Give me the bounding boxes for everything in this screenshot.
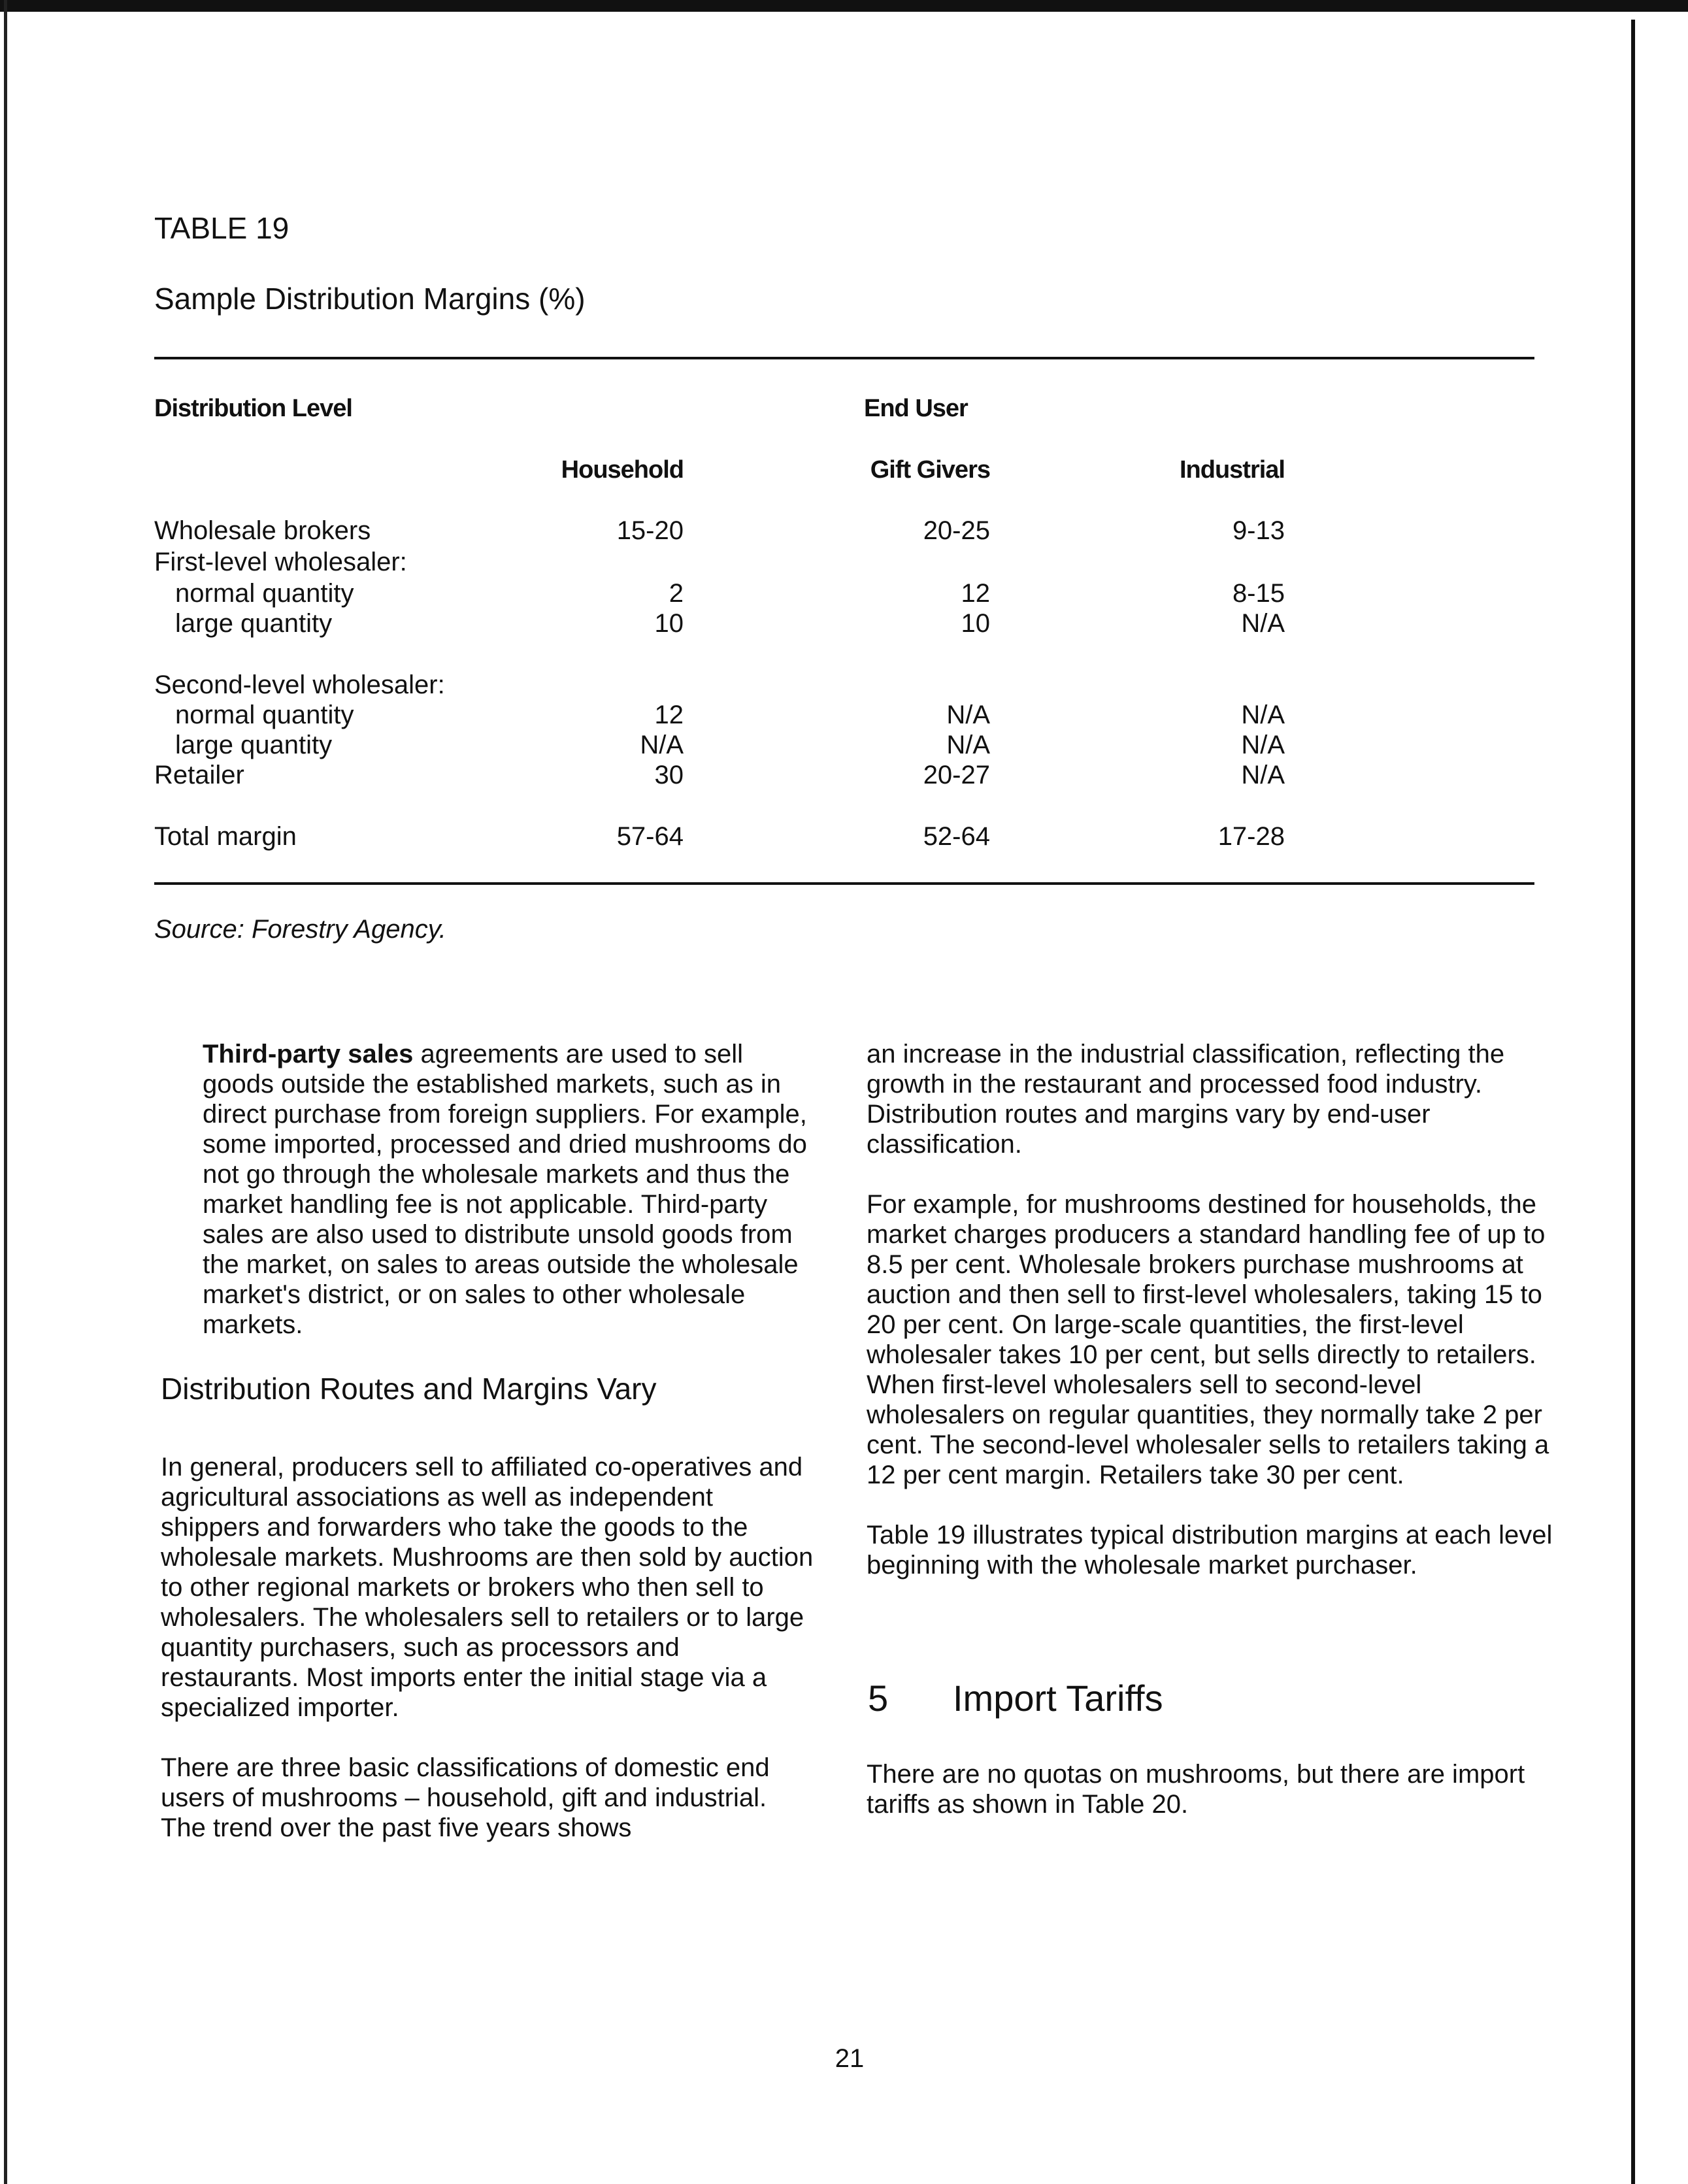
table-cell: N/A xyxy=(1241,731,1285,759)
body-column-right xyxy=(867,1039,1553,1580)
paragraph-household-example: For example, for mushrooms destined for households, the market charges producers a standard handling fee of up to 8.5 per cent. Wholesale brokers purchase mushrooms at auction and then sell to first-level wholesalers, taking 15 to 20 per cent. On large-scale quantities, the first-level wholesaler takes 10 per cent, but sells directly to retailers. When first-level wholesalers sell to second-level wholesalers on regular quantities, they normally take 2 per cent. The second-level wholesaler sells to retailers taking a 12 per cent margin. Retailers take 30 per cent. xyxy=(867,1190,1549,1489)
table-cell: 52-64 xyxy=(923,822,990,851)
table-cell: 10 xyxy=(654,609,684,638)
paragraph-industrial-trend: an increase in the industrial classification, reflecting the growth in the restaurant and processed food industry. Distribution routes and margins vary by end-user classification. xyxy=(867,1040,1505,1159)
table-cell: N/A xyxy=(1241,701,1285,729)
table-cell: N/A xyxy=(640,731,684,759)
scan-border-top xyxy=(0,0,1688,12)
table-cell: N/A xyxy=(946,701,990,729)
table-cell: N/A xyxy=(1241,761,1285,789)
table-cell: 17-28 xyxy=(1217,822,1285,851)
page-number: 21 xyxy=(835,2044,865,2073)
table-cell: 10 xyxy=(961,609,990,638)
table-title: Sample Distribution Margins (%) xyxy=(154,282,586,316)
header-end-user: End User xyxy=(864,395,968,422)
table-label: TABLE 19 xyxy=(154,211,290,245)
table-cell: N/A xyxy=(946,731,990,759)
table-bottom-rule xyxy=(154,882,1534,885)
header-industrial: Industrial xyxy=(1179,456,1285,484)
row-label-wholesale-brokers: Wholesale brokers xyxy=(154,516,371,545)
header-distribution-level: Distribution Level xyxy=(154,395,352,422)
paragraph-text: agreements are used to sell goods outside the established markets, such as in direct purchase from foreign suppliers. For example, some imported, processed and dried mushrooms do not go through the wholesale markets and thus the market handling fee is not applicable. Third-party sales are also used to distribute unsold goods from the market, on sales to areas outside the wholesale market's district, or on sales to other wholesale markets. xyxy=(203,1040,807,1339)
table-cell: 15-20 xyxy=(616,516,684,545)
table-cell: 57-64 xyxy=(616,822,684,851)
lead-term: Third-party sales xyxy=(203,1040,414,1068)
row-label-first-level-wholesaler: First-level wholesaler: xyxy=(154,548,407,576)
table-cell: 20-27 xyxy=(923,761,990,789)
table-cell: N/A xyxy=(1241,609,1285,638)
table-top-rule xyxy=(154,357,1534,359)
table-cell: 20-25 xyxy=(923,516,990,545)
table-cell: 2 xyxy=(669,579,684,608)
section-number: 5 xyxy=(868,1678,889,1719)
paragraph-third-party-sales xyxy=(161,1039,814,1340)
body-column-right-lower xyxy=(867,1759,1553,1819)
paragraph-general: In general, producers sell to affiliated co-operatives and agricultural associations as well as independent shippers and forwarders who take the goods to the wholesale markets. Mushrooms are then sold by auction to other regional markets or brokers who then sell to wholesalers. The wholesalers sell to retailers or to large quantity purchasers, such as processors and restaurants. Most imports enter the initial stage via a specialized importer. xyxy=(161,1453,814,1722)
row-label-second-level-wholesaler: Second-level wholesaler: xyxy=(154,670,445,699)
scan-border-left xyxy=(4,0,7,2184)
body-column-left xyxy=(161,1039,814,1340)
header-gift-givers: Gift Givers xyxy=(870,456,990,484)
table-cell: 30 xyxy=(654,761,684,789)
section-title: Import Tariffs xyxy=(953,1678,1163,1719)
paragraph-table-reference: Table 19 illustrates typical distribution margins at each level beginning with the wholesale market purchaser. xyxy=(867,1521,1553,1580)
body-column-left-lower xyxy=(161,1452,814,1843)
table-source: Source: Forestry Agency. xyxy=(154,915,446,944)
row-label-total-margin: Total margin xyxy=(154,822,297,851)
table-cell: 12 xyxy=(961,579,990,608)
table-cell: 8-15 xyxy=(1232,579,1285,608)
row-label-retailer: Retailer xyxy=(154,761,244,789)
table-cell: 9-13 xyxy=(1232,516,1285,545)
paragraph-quotas: There are no quotas on mushrooms, but there are import tariffs as shown in Table 20. xyxy=(867,1760,1525,1819)
row-label-large-quantity: large quantity xyxy=(175,731,333,759)
scan-border-right xyxy=(1631,20,1635,2184)
header-household: Household xyxy=(561,456,684,484)
paragraph-classifications: There are three basic classifications of domestic end users of mushrooms – household, gift and industrial. The trend over the past five years shows xyxy=(161,1753,770,1842)
section-heading-import-tariffs xyxy=(868,1677,1163,1719)
row-label-normal-quantity: normal quantity xyxy=(175,579,354,608)
row-label-normal-quantity: normal quantity xyxy=(175,701,354,729)
table-cell: 12 xyxy=(654,701,684,729)
subheading-distribution-routes: Distribution Routes and Margins Vary xyxy=(161,1372,657,1406)
row-label-large-quantity: large quantity xyxy=(175,609,333,638)
